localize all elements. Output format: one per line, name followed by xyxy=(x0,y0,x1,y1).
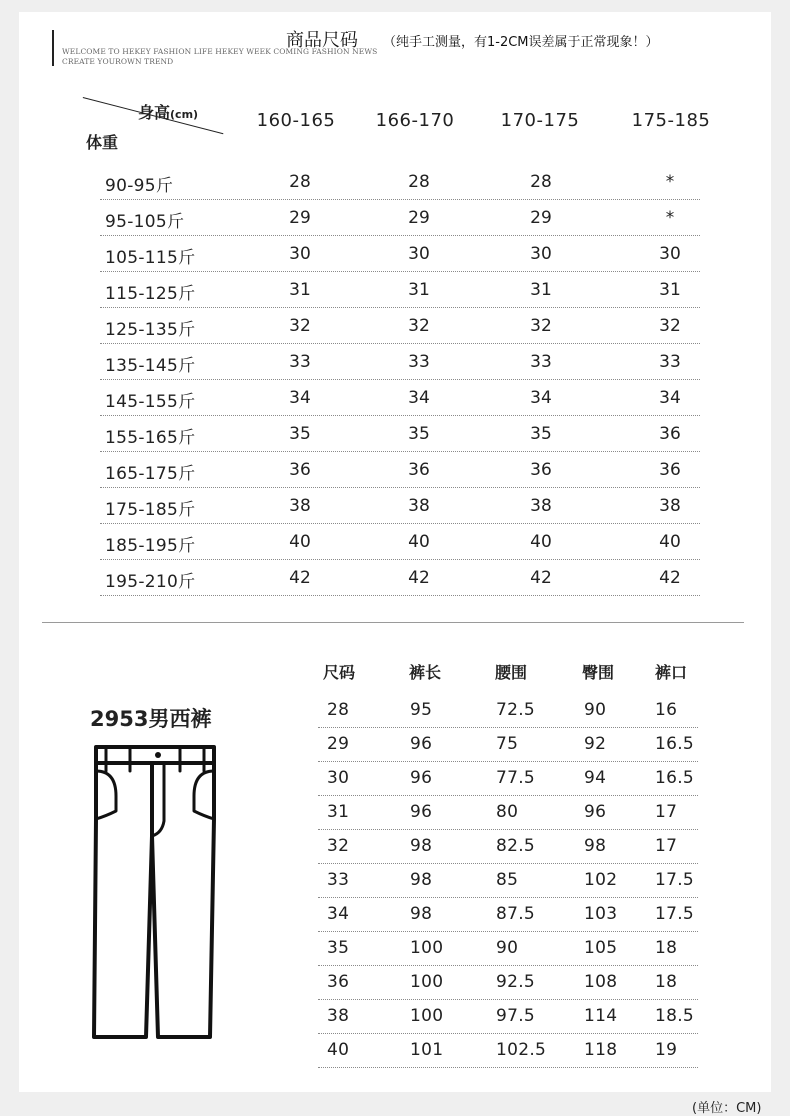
size-value: 35 xyxy=(530,424,552,444)
size-value: 33 xyxy=(408,352,430,372)
weight-range: 135-145斤 xyxy=(105,356,196,376)
height-range-header: 175-185 xyxy=(631,110,711,131)
corner-weight-label: 体重 xyxy=(86,133,119,152)
measure-length: 100 xyxy=(410,972,444,992)
size-value: 40 xyxy=(408,532,430,552)
measure-hip: 92 xyxy=(584,734,607,754)
size-value: 34 xyxy=(530,388,552,408)
measure-hip: 114 xyxy=(584,1006,618,1026)
size-value: 38 xyxy=(289,496,311,516)
measure-row xyxy=(318,863,698,898)
size-value: 29 xyxy=(408,208,430,228)
measure-hem: 16 xyxy=(655,700,678,720)
size-value: 36 xyxy=(659,424,681,444)
measure-header-size: 尺码 xyxy=(323,663,356,682)
size-value: 38 xyxy=(408,496,430,516)
measure-hem: 17.5 xyxy=(655,870,695,890)
measure-length: 100 xyxy=(410,938,444,958)
size-value: 35 xyxy=(289,424,311,444)
measure-row xyxy=(318,897,698,932)
size-value: 36 xyxy=(408,460,430,480)
weight-range: 185-195斤 xyxy=(105,536,196,556)
measure-waist: 82.5 xyxy=(496,836,536,856)
measure-size: 36 xyxy=(327,972,350,992)
weight-range: 95-105斤 xyxy=(105,212,185,232)
size-row xyxy=(100,415,700,452)
measure-size: 31 xyxy=(327,802,350,822)
size-value: 42 xyxy=(530,568,552,588)
measure-length: 98 xyxy=(410,904,433,924)
measure-hip: 90 xyxy=(584,700,607,720)
size-value: 36 xyxy=(530,460,552,480)
size-value: 32 xyxy=(659,316,681,336)
size-row xyxy=(100,271,700,308)
measure-size: 29 xyxy=(327,734,350,754)
product-title: 2953男西裤 xyxy=(90,707,212,731)
measure-length: 98 xyxy=(410,836,433,856)
size-value: 34 xyxy=(408,388,430,408)
size-row xyxy=(100,451,700,488)
weight-range: 175-185斤 xyxy=(105,500,196,520)
section-divider xyxy=(42,622,744,623)
measure-hip: 102 xyxy=(584,870,618,890)
measure-hip: 118 xyxy=(584,1040,618,1060)
measure-hem: 18 xyxy=(655,938,678,958)
measure-header-waist: 腰围 xyxy=(495,663,528,682)
measure-row xyxy=(318,829,698,864)
measure-row xyxy=(318,965,698,1000)
weight-range: 155-165斤 xyxy=(105,428,196,448)
measure-hip: 98 xyxy=(584,836,607,856)
weight-range: 195-210斤 xyxy=(105,572,196,592)
measure-hip: 96 xyxy=(584,802,607,822)
measure-row xyxy=(318,1033,698,1068)
measure-waist: 85 xyxy=(496,870,519,890)
measure-size: 38 xyxy=(327,1006,350,1026)
size-value: 33 xyxy=(659,352,681,372)
measure-hem: 16.5 xyxy=(655,768,695,788)
measure-hip: 103 xyxy=(584,904,618,924)
measure-length: 95 xyxy=(410,700,433,720)
measure-length: 96 xyxy=(410,768,433,788)
size-value: 29 xyxy=(289,208,311,228)
size-value: 40 xyxy=(289,532,311,552)
weight-range: 145-155斤 xyxy=(105,392,196,412)
size-value: 30 xyxy=(408,244,430,264)
size-value: 29 xyxy=(530,208,552,228)
height-unit: (cm) xyxy=(170,108,199,121)
measure-row xyxy=(318,693,698,728)
size-value: 42 xyxy=(659,568,681,588)
measure-size: 28 xyxy=(327,700,350,720)
trousers-icon xyxy=(86,741,226,1043)
size-value: 42 xyxy=(408,568,430,588)
size-row xyxy=(100,163,700,200)
size-value: 33 xyxy=(289,352,311,372)
height-label: 身高 xyxy=(138,103,171,122)
measure-size: 32 xyxy=(327,836,350,856)
measure-row xyxy=(318,727,698,762)
weight-range: 125-135斤 xyxy=(105,320,196,340)
measure-hip: 105 xyxy=(584,938,618,958)
height-range-header: 166-170 xyxy=(375,110,455,131)
measure-waist: 72.5 xyxy=(496,700,536,720)
measure-length: 96 xyxy=(410,734,433,754)
size-value: 38 xyxy=(659,496,681,516)
size-value: 31 xyxy=(530,280,552,300)
size-row xyxy=(100,523,700,560)
measure-hip: 94 xyxy=(584,768,607,788)
size-value: * xyxy=(665,208,675,228)
size-value: 36 xyxy=(289,460,311,480)
weight-range: 165-175斤 xyxy=(105,464,196,484)
measure-waist: 92.5 xyxy=(496,972,536,992)
measure-waist: 97.5 xyxy=(496,1006,536,1026)
size-row xyxy=(100,559,700,596)
slogan-line: CREATE YOUROWN TREND xyxy=(62,57,174,66)
size-value: 31 xyxy=(289,280,311,300)
measure-hem: 17.5 xyxy=(655,904,695,924)
measure-size: 30 xyxy=(327,768,350,788)
size-value: 31 xyxy=(659,280,681,300)
size-value: 38 xyxy=(530,496,552,516)
size-value: 28 xyxy=(530,172,552,192)
unit-note: (单位：CM) xyxy=(692,1101,762,1116)
size-value: 34 xyxy=(289,388,311,408)
weight-range: 115-125斤 xyxy=(105,284,196,304)
size-value: 34 xyxy=(659,388,681,408)
measure-row xyxy=(318,795,698,830)
measure-length: 100 xyxy=(410,1006,444,1026)
size-value: 36 xyxy=(659,460,681,480)
corner-height-label xyxy=(138,100,198,123)
size-row xyxy=(100,487,700,524)
size-value: 42 xyxy=(289,568,311,588)
size-value: * xyxy=(665,172,675,192)
measure-waist: 90 xyxy=(496,938,519,958)
size-value: 32 xyxy=(408,316,430,336)
height-range-header: 170-175 xyxy=(500,110,580,131)
measure-hem: 16.5 xyxy=(655,734,695,754)
measure-length: 98 xyxy=(410,870,433,890)
measure-hem: 17 xyxy=(655,802,678,822)
measure-size: 35 xyxy=(327,938,350,958)
size-row xyxy=(100,235,700,272)
measure-length: 101 xyxy=(410,1040,444,1060)
measure-waist: 75 xyxy=(496,734,519,754)
weight-range: 105-115斤 xyxy=(105,248,196,268)
size-value: 30 xyxy=(289,244,311,264)
height-range-header: 160-165 xyxy=(256,110,336,131)
slogan-line: WELCOME TO HEKEY FASHION LIFE HEKEY WEEK COMING FASHION NEWS xyxy=(62,47,378,56)
size-value: 28 xyxy=(289,172,311,192)
size-value: 30 xyxy=(659,244,681,264)
measure-header-length: 裤长 xyxy=(409,663,442,682)
measure-header-hip: 臀围 xyxy=(582,663,615,682)
measure-waist: 77.5 xyxy=(496,768,536,788)
size-row xyxy=(100,199,700,236)
size-value: 32 xyxy=(289,316,311,336)
measure-row xyxy=(318,999,698,1034)
size-value: 40 xyxy=(530,532,552,552)
size-row xyxy=(100,343,700,380)
measure-size: 34 xyxy=(327,904,350,924)
measure-waist: 87.5 xyxy=(496,904,536,924)
measure-size: 40 xyxy=(327,1040,350,1060)
measure-hem: 19 xyxy=(655,1040,678,1060)
measure-row xyxy=(318,931,698,966)
measure-waist: 102.5 xyxy=(496,1040,547,1060)
measure-header-hem: 裤口 xyxy=(655,663,688,682)
measure-size: 33 xyxy=(327,870,350,890)
measure-hip: 108 xyxy=(584,972,618,992)
measure-hem: 18 xyxy=(655,972,678,992)
weight-range: 90-95斤 xyxy=(105,176,174,196)
measure-hem: 18.5 xyxy=(655,1006,695,1026)
measure-length: 96 xyxy=(410,802,433,822)
size-value: 33 xyxy=(530,352,552,372)
measure-hem: 17 xyxy=(655,836,678,856)
size-value: 35 xyxy=(408,424,430,444)
size-row xyxy=(100,307,700,344)
measure-row xyxy=(318,761,698,796)
header-accent-bar xyxy=(52,30,54,66)
size-value: 31 xyxy=(408,280,430,300)
page-title: 商品尺码 xyxy=(286,30,358,51)
size-row xyxy=(100,379,700,416)
size-value: 28 xyxy=(408,172,430,192)
size-value: 32 xyxy=(530,316,552,336)
measurement-note: （纯手工测量，有1-2CM误差属于正常现象！） xyxy=(383,35,659,50)
measure-waist: 80 xyxy=(496,802,519,822)
size-value: 30 xyxy=(530,244,552,264)
size-value: 40 xyxy=(659,532,681,552)
